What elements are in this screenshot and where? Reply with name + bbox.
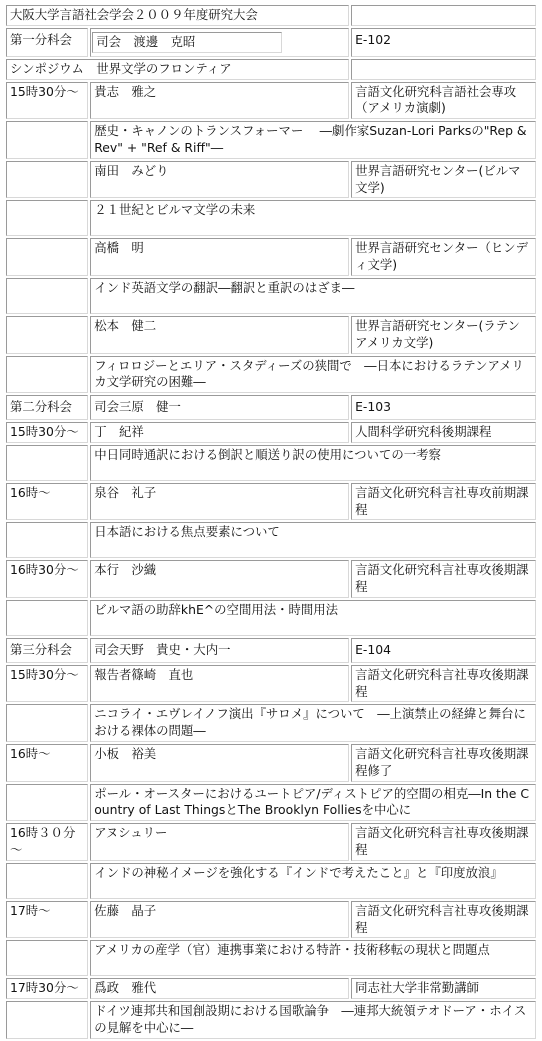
presenter-row [6, 238, 536, 276]
time-slot: 16時～ [6, 483, 88, 521]
presentation-title-row [6, 784, 536, 822]
presentation-title: インド英語文学の翻訳―翻訳と重訳のはざま― [90, 278, 536, 314]
presenter-name: 爲政 雅代 [90, 978, 349, 999]
time-slot: 15時30分～ [6, 665, 88, 703]
presenter-affiliation: 言語文化研究科言社専攻後期課程 [351, 901, 536, 939]
presenter-name: 松本 健二 [90, 316, 349, 354]
session-chair: 司会三原 健一 [90, 395, 349, 420]
title-empty-cell [351, 5, 536, 26]
time-empty-cell [6, 784, 88, 822]
time-empty-cell [6, 121, 88, 159]
presentation-title: 中日同時通訳における倒訳と順送り訳の使用についての一考察 [90, 445, 536, 481]
presenter-affiliation: 世界言語研究センター(ビルマ文学) [351, 161, 536, 199]
session-name: 第一分科会 [6, 28, 88, 57]
presenter-name: 本行 沙織 [90, 560, 349, 598]
time-empty-cell [6, 522, 88, 558]
presenter-affiliation: 言語文化研究科言社専攻前期課程 [351, 483, 536, 521]
session-room: E-104 [351, 638, 536, 663]
presenter-row [6, 483, 536, 521]
presenter-affiliation: 言語文化研究科言社専攻後期課程 [351, 665, 536, 703]
time-empty-cell [6, 863, 88, 899]
time-empty-cell [6, 200, 88, 236]
presentation-title: ２１世紀とビルマ文学の未来 [90, 200, 536, 236]
presenter-row [6, 744, 536, 782]
presenter-affiliation: 言語文化研究科言社専攻後期課程 [351, 560, 536, 598]
page-title: 大阪大学言語社会学会２００９年度研究大会 [6, 5, 349, 26]
program-table [4, 3, 538, 1041]
presentation-title: ビルマ語の助辞khE^の空間用法・時間用法 [90, 600, 536, 636]
symposium-row [6, 59, 536, 80]
presentation-title-row [6, 121, 536, 159]
session-chair: 司会天野 貴史・大内一 [90, 638, 349, 663]
time-empty-cell [6, 1001, 88, 1039]
presentation-title: 日本語における焦点要素について [90, 522, 536, 558]
symposium-empty-cell [351, 59, 536, 80]
presenter-row [6, 316, 536, 354]
presentation-title-row [6, 522, 536, 558]
time-empty-cell [6, 278, 88, 314]
presenter-name: 報告者篠崎 直也 [90, 665, 349, 703]
presentation-title: ニコライ・エヴレイノフ演出『サロメ』について ―上演禁止の経緯と舞台における裸体の問題― [90, 704, 536, 742]
presenter-name: 高橋 明 [90, 238, 349, 276]
presenter-name: 小板 裕美 [90, 744, 349, 782]
presentation-title-row [6, 704, 536, 742]
presentation-title-row [6, 278, 536, 314]
presentation-title: インドの神秘イメージを強化する『インドで考えたこと』と『印度放浪』 [90, 863, 536, 899]
presenter-affiliation: 世界言語研究センター(ラテンアメリカ文学) [351, 316, 536, 354]
title-row [6, 5, 536, 26]
session-room: E-102 [351, 28, 536, 57]
presenter-row [6, 901, 536, 939]
presentation-title-row [6, 600, 536, 636]
time-slot [6, 161, 88, 199]
presenter-name: 泉谷 礼子 [90, 483, 349, 521]
presenter-name: 貴志 雅之 [90, 82, 349, 120]
session-name: 第三分科会 [6, 638, 88, 663]
presenter-row [6, 82, 536, 120]
presentation-title: 歴史・キャノンのトランスフォーマー ―劇作家Suzan-Lori Parksの"Rep & Rev" + "Ref & Riff"― [90, 121, 536, 159]
session-header-row [6, 28, 536, 57]
presentation-title-row [6, 356, 536, 394]
program-table-body [6, 5, 536, 1039]
presentation-title-row [6, 1001, 536, 1039]
presenter-name: 南田 みどり [90, 161, 349, 199]
time-slot: 17時～ [6, 901, 88, 939]
presenter-row [6, 560, 536, 598]
time-empty-cell [6, 600, 88, 636]
session-chair: 司会 渡邊 克昭 [92, 32, 282, 53]
program-document [4, 3, 538, 1041]
symposium-title: シンポジウム 世界文学のフロンティア [6, 59, 349, 80]
presenter-affiliation: 同志社大学非常勤講師 [351, 978, 536, 999]
presenter-affiliation: 言語文化研究科言語社会専攻（アメリカ演劇) [351, 82, 536, 120]
presenter-name: 佐藤 晶子 [90, 901, 349, 939]
presentation-title-row [6, 445, 536, 481]
presentation-title: ドイツ連邦共和国創設期における国歌論争 ―連邦大統領テオドーア・ホイスの見解を中心に― [90, 1001, 536, 1039]
presenter-row [6, 665, 536, 703]
time-empty-cell [6, 704, 88, 742]
presentation-title: ポール・オースターにおけるユートピア/ディストピア的空間の相克―In the Country of Last ThingsとThe Brooklyn Folliesを中心に [90, 784, 536, 822]
time-slot: 16時３０分～ [6, 823, 88, 861]
session-room: E-103 [351, 395, 536, 420]
presentation-title: アメリカの産学（官）連携事業における特許・技術移転の現状と問題点 [90, 940, 536, 976]
time-slot: 15時30分～ [6, 422, 88, 443]
presenter-row [6, 823, 536, 861]
time-empty-cell [6, 445, 88, 481]
presentation-title-row [6, 940, 536, 976]
presentation-title-row [6, 200, 536, 236]
session-header-row [6, 395, 536, 420]
time-empty-cell [6, 940, 88, 976]
session-name: 第二分科会 [6, 395, 88, 420]
time-slot: 16時30分～ [6, 560, 88, 598]
presentation-title: フィロロジーとエリア・スタディーズの狭間で ―日本におけるラテンアメリカ文学研究の困難― [90, 356, 536, 394]
session-header-row [6, 638, 536, 663]
presenter-name: アヌシュリー [90, 823, 349, 861]
presenter-name: 丁 紀祥 [90, 422, 349, 443]
time-slot [6, 238, 88, 276]
time-slot: 16時～ [6, 744, 88, 782]
time-slot: 17時30分～ [6, 978, 88, 999]
presenter-row [6, 978, 536, 999]
session-chair-cell [90, 28, 349, 57]
presenter-row [6, 422, 536, 443]
time-empty-cell [6, 356, 88, 394]
presenter-affiliation: 言語文化研究科言社専攻後期課程修了 [351, 744, 536, 782]
presenter-affiliation: 人間科学研究科後期課程 [351, 422, 536, 443]
presenter-row [6, 161, 536, 199]
time-slot: 15時30分～ [6, 82, 88, 120]
presentation-title-row [6, 863, 536, 899]
presenter-affiliation: 世界言語研究センター（ヒンディ文学) [351, 238, 536, 276]
time-slot [6, 316, 88, 354]
presenter-affiliation: 言語文化研究科言社専攻後期課程 [351, 823, 536, 861]
